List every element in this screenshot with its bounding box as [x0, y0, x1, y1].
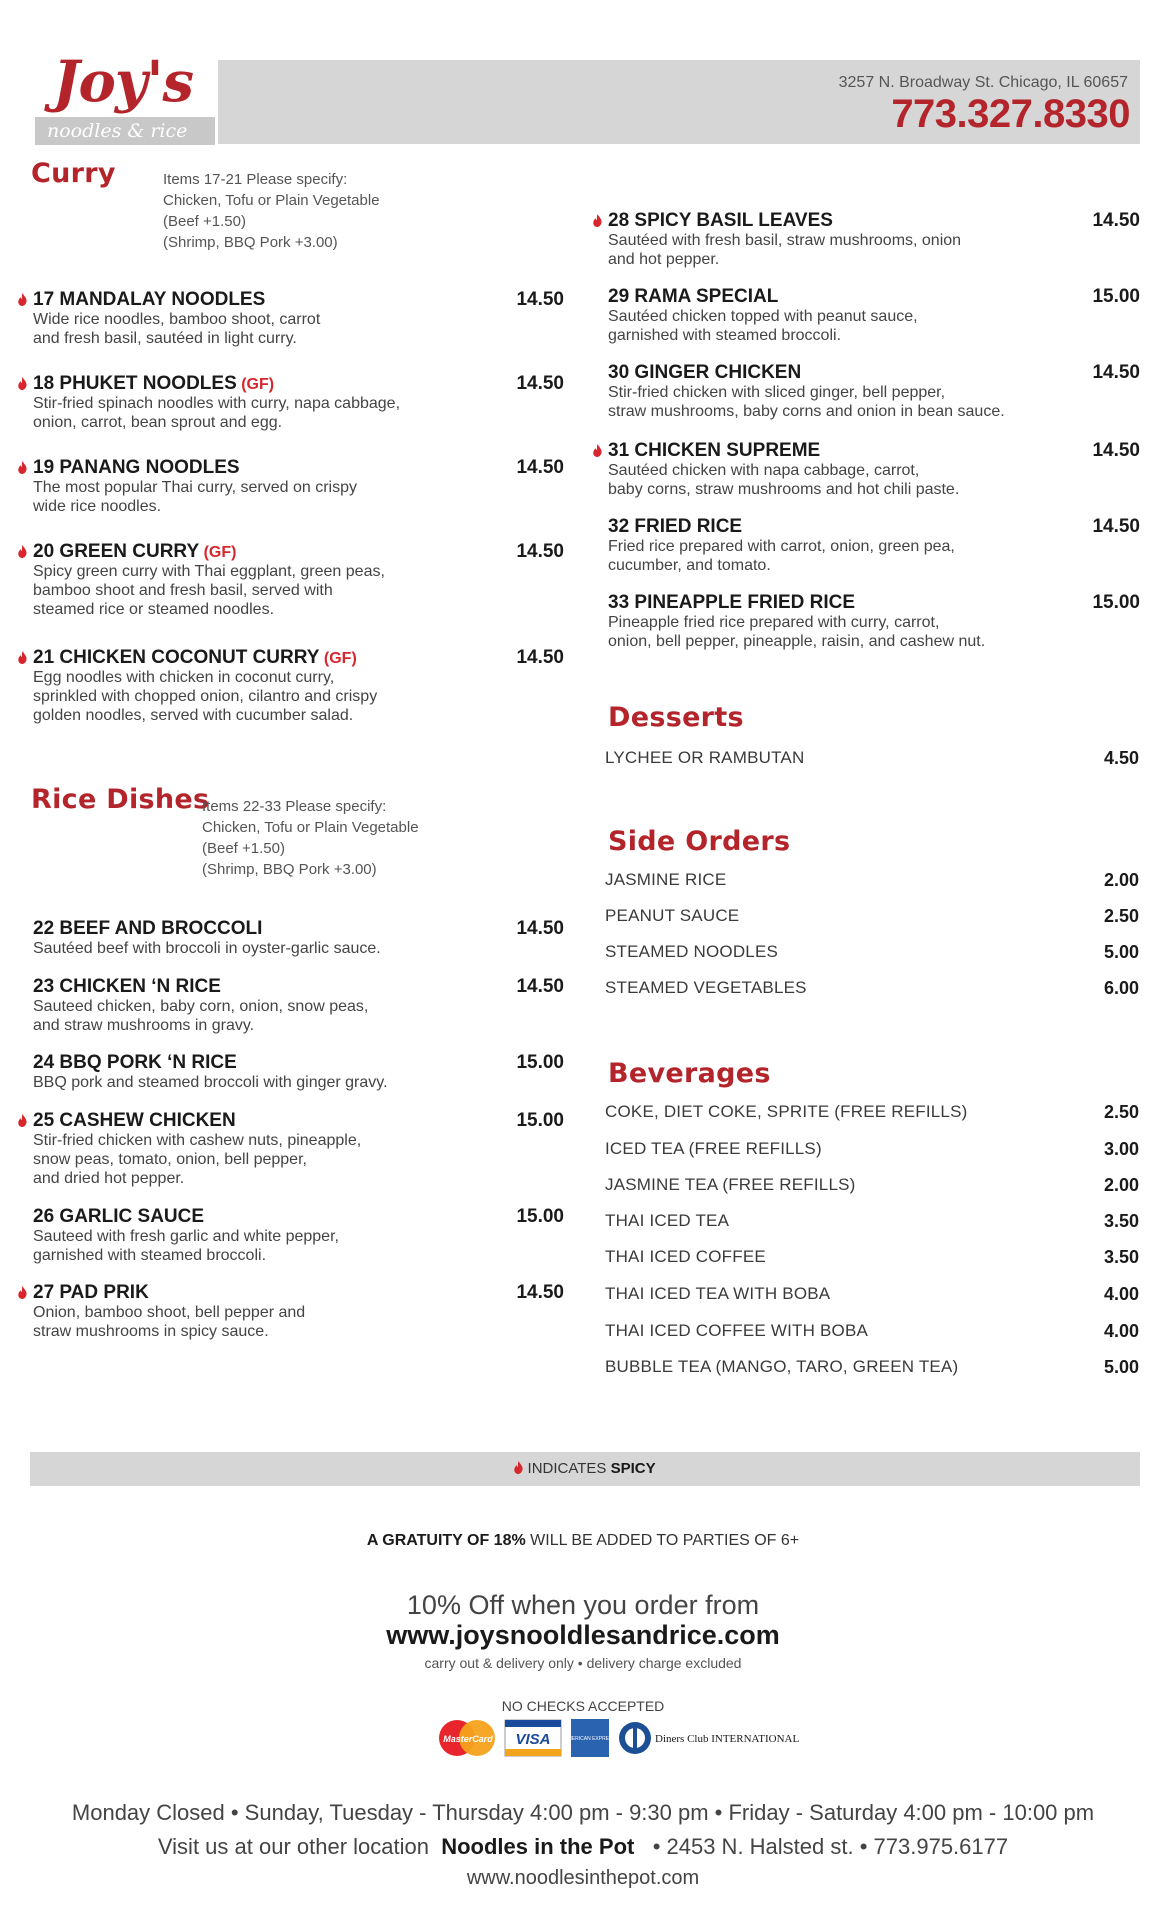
- price-row: [605, 1321, 1139, 1343]
- section-title-curry: Curry: [31, 158, 116, 189]
- visa-icon: [505, 1718, 561, 1758]
- svg-text:VISA: VISA: [515, 1731, 551, 1748]
- price-row-price: 3.00: [1103, 1139, 1139, 1159]
- curry-note: Items 17-21 Please specify: Chicken, Tofu or Plain Vegetable (Beef +1.50) (Shrimp, BBQ Pork +3.00): [163, 171, 380, 251]
- diners-club-icon: [617, 1718, 800, 1758]
- price-row-label: THAI ICED COFFEE WITH BOBA: [605, 1321, 869, 1340]
- item-description: baby corns, straw mushrooms and hot chili paste.: [608, 481, 960, 498]
- gratuity-notice: A GRATUITY OF 18% WILL BE ADDED TO PARTIES OF 6+: [366, 1532, 800, 1549]
- promo-note: carry out & delivery only • delivery charge excluded: [424, 1655, 742, 1671]
- item-description: cucumber, and tomato.: [608, 557, 771, 574]
- price-row-price: 4.00: [1103, 1321, 1139, 1341]
- restaurant-phone: 773.327.8330: [891, 92, 1130, 136]
- price-row: [605, 1357, 1139, 1379]
- price-row-price: 2.00: [1103, 870, 1139, 890]
- no-checks-notice: NO CHECKS ACCEPTED: [501, 1698, 665, 1714]
- item-name: 17 MANDALAY NOODLES: [33, 289, 266, 310]
- promo-url[interactable]: www.joysnooldlesandrice.com: [386, 1620, 780, 1650]
- price-row-label: THAI ICED TEA WITH BOBA: [605, 1284, 831, 1303]
- item-price: 15.00: [1092, 286, 1140, 307]
- item-description: Fried rice prepared with carrot, onion, green pea,: [608, 538, 955, 555]
- item-description: The most popular Thai curry, served on crispy: [33, 479, 357, 496]
- price-row-label: JASMINE RICE: [605, 870, 727, 889]
- price-row-label: BUBBLE TEA (MANGO, TARO, GREEN TEA): [605, 1357, 959, 1376]
- gluten-free-badge: (GF): [241, 376, 275, 393]
- item-description: Sautéed chicken topped with peanut sauce,: [608, 308, 918, 325]
- price-row-label: THAI ICED TEA: [605, 1211, 730, 1230]
- price-row-label: PEANUT SAUCE: [605, 906, 740, 925]
- menu-item: [608, 286, 1140, 345]
- item-description: Sauteed chicken, baby corn, onion, snow peas,: [33, 998, 369, 1015]
- item-price: 15.00: [516, 1110, 564, 1131]
- item-price: 14.50: [516, 457, 564, 478]
- menu-item: [33, 541, 564, 619]
- item-name: 23 CHICKEN ‘N RICE: [33, 976, 221, 997]
- price-row-price: 5.00: [1103, 942, 1139, 962]
- menu-item: [33, 1110, 564, 1188]
- item-name: 33 PINEAPPLE FRIED RICE: [608, 592, 856, 613]
- price-row-price: 2.50: [1103, 1102, 1139, 1122]
- svg-text:Diners Club INTERNATIONAL: Diners Club INTERNATIONAL: [655, 1733, 800, 1745]
- item-description: Onion, bamboo shoot, bell pepper and: [33, 1304, 306, 1321]
- item-price: 14.50: [516, 647, 564, 668]
- price-row: [605, 1211, 1139, 1233]
- flame-icon: [18, 377, 27, 390]
- item-price: 14.50: [516, 373, 564, 394]
- menu-item: [33, 289, 564, 348]
- flame-icon: [18, 461, 27, 474]
- item-description: bamboo shoot and fresh basil, served with: [33, 582, 333, 599]
- promo-line: 10% Off when you order from: [406, 1590, 760, 1620]
- item-description: snow peas, tomato, onion, bell pepper,: [33, 1151, 307, 1168]
- item-price: 15.00: [1092, 592, 1140, 613]
- price-row-label: LYCHEE OR RAMBUTAN: [605, 748, 805, 767]
- flame-icon: [514, 1461, 523, 1474]
- price-row: [605, 906, 1139, 928]
- menu-item: [33, 1282, 564, 1341]
- price-row-label: COKE, DIET COKE, SPRITE (FREE REFILLS): [605, 1102, 968, 1121]
- price-row-price: 3.50: [1103, 1211, 1139, 1231]
- item-description: Egg noodles with chicken in coconut curry,: [33, 669, 335, 686]
- logo-tagline: noodles & rice: [35, 117, 215, 145]
- price-row: [605, 1284, 1139, 1306]
- gluten-free-badge: (GF): [323, 650, 357, 667]
- item-name: 31 CHICKEN SUPREME: [608, 440, 821, 461]
- flame-icon: [18, 1114, 27, 1127]
- price-row: [605, 748, 1139, 770]
- opening-hours: Monday Closed • Sunday, Tuesday - Thursday 4:00 pm - 9:30 pm • Friday - Saturday 4:00 pm - 10:00 pm: [71, 1800, 1095, 1825]
- price-row: [605, 1139, 1139, 1161]
- item-price: 14.50: [1092, 516, 1140, 537]
- item-name: 27 PAD PRIK: [33, 1282, 149, 1303]
- item-price: 14.50: [1092, 440, 1140, 461]
- menu-item: [33, 373, 564, 432]
- menu-item: [33, 976, 564, 1035]
- price-row-price: 4.00: [1103, 1284, 1139, 1304]
- item-name: 29 RAMA SPECIAL: [608, 286, 779, 307]
- item-price: 15.00: [516, 1206, 564, 1227]
- accepted-cards: [437, 1718, 800, 1758]
- logo-name: Joy's: [53, 49, 194, 115]
- item-price: 14.50: [516, 289, 564, 310]
- item-description: Wide rice noodles, bamboo shoot, carrot: [33, 311, 321, 328]
- price-row-label: ICED TEA (FREE REFILLS): [605, 1139, 822, 1158]
- item-description: Sautéed chicken with napa cabbage, carrot,: [608, 462, 920, 479]
- section-title-side-orders: Side Orders: [608, 826, 791, 857]
- spicy-word: SPICY: [610, 1460, 656, 1477]
- item-description: BBQ pork and steamed broccoli with ginger gravy.: [33, 1074, 388, 1091]
- item-description: Stir-fried spinach noodles with curry, napa cabbage,: [33, 395, 401, 412]
- restaurant-address: 3257 N. Broadway St. Chicago, IL 60657: [838, 74, 1128, 91]
- other-location: Visit us at our other location Noodles in the Pot • 2453 N. Halsted st. • 773.975.6177: [157, 1834, 1009, 1859]
- price-row-price: 2.50: [1103, 906, 1139, 926]
- item-name: 24 BBQ PORK ‘N RICE: [33, 1052, 237, 1073]
- item-name: 18 PHUKET NOODLES: [33, 373, 237, 394]
- price-row-price: 6.00: [1103, 978, 1139, 998]
- price-row-label: JASMINE TEA (FREE REFILLS): [605, 1175, 856, 1194]
- section-title-beverages: Beverages: [608, 1058, 771, 1089]
- item-description: and fresh basil, sautéed in light curry.: [33, 330, 297, 347]
- flame-icon: [593, 444, 602, 457]
- price-row: [605, 870, 1139, 892]
- gluten-free-badge: (GF): [203, 544, 237, 561]
- item-description: garnished with steamed broccoli.: [33, 1247, 267, 1264]
- item-description: sprinkled with chopped onion, cilantro and crispy: [33, 688, 378, 705]
- flame-icon: [593, 214, 602, 227]
- price-row-label: THAI ICED COFFEE: [605, 1247, 766, 1266]
- spicy-prefix: INDICATES: [527, 1460, 607, 1477]
- menu-item: [33, 457, 564, 516]
- price-row-label: STEAMED VEGETABLES: [605, 978, 807, 997]
- item-description: onion, carrot, bean sprout and egg.: [33, 414, 283, 431]
- item-description: Pineapple fried rice prepared with curry, carrot,: [608, 614, 940, 631]
- flame-icon: [18, 293, 27, 306]
- price-row: [605, 978, 1139, 1000]
- price-row: [605, 1247, 1139, 1269]
- flame-icon: [18, 651, 27, 664]
- item-description: Stir-fried chicken with cashew nuts, pineapple,: [33, 1132, 362, 1149]
- svg-text:AMERICAN EXPRESS: AMERICAN EXPRESS: [564, 1736, 616, 1742]
- item-price: 14.50: [516, 918, 564, 939]
- item-description: and dried hot pepper.: [33, 1170, 185, 1187]
- price-row-label: STEAMED NOODLES: [605, 942, 779, 961]
- rice-note: Items 22-33 Please specify: Chicken, Tofu or Plain Vegetable (Beef +1.50) (Shrimp, BBQ Pork +3.00): [202, 798, 419, 878]
- flame-icon: [18, 545, 27, 558]
- item-name: 32 FRIED RICE: [608, 516, 743, 537]
- menu-item: [608, 362, 1140, 421]
- other-location-url[interactable]: www.noodlesinthepot.com: [466, 1867, 700, 1889]
- restaurant-logo: [35, 49, 215, 145]
- item-description: wide rice noodles.: [33, 498, 162, 515]
- menu-item: [608, 516, 1140, 575]
- price-row-price: 5.00: [1103, 1357, 1139, 1377]
- price-row-price: 3.50: [1103, 1247, 1139, 1267]
- item-description: garnished with steamed broccoli.: [608, 327, 842, 344]
- item-price: 14.50: [516, 976, 564, 997]
- item-description: onion, bell pepper, pineapple, raisin, and cashew nut.: [608, 633, 986, 650]
- price-row: [605, 942, 1139, 964]
- mastercard-icon: [437, 1718, 499, 1758]
- price-row-price: 4.50: [1103, 748, 1139, 768]
- item-name: 30 GINGER CHICKEN: [608, 362, 802, 383]
- flame-icon: [18, 1286, 27, 1299]
- item-name: 28 SPICY BASIL LEAVES: [608, 210, 833, 231]
- item-price: 14.50: [516, 1282, 564, 1303]
- menu-item: [33, 918, 564, 958]
- item-price: 14.50: [1092, 362, 1140, 383]
- section-title-rice-dishes: Rice Dishes: [31, 784, 210, 815]
- item-description: and straw mushrooms in gravy.: [33, 1017, 255, 1034]
- item-description: golden noodles, served with cucumber salad.: [33, 707, 354, 724]
- contact-bar: [218, 60, 1140, 144]
- item-name: 26 GARLIC SAUCE: [33, 1206, 205, 1227]
- item-price: 14.50: [516, 541, 564, 562]
- svg-text:MasterCard: MasterCard: [443, 1734, 493, 1744]
- item-description: Stir-fried chicken with sliced ginger, bell pepper,: [608, 384, 946, 401]
- spicy-legend: [30, 1452, 1140, 1486]
- item-name: 20 GREEN CURRY: [33, 541, 200, 562]
- item-description: straw mushrooms, baby corns and onion in bean sauce.: [608, 403, 1005, 420]
- american-express-icon: [564, 1718, 616, 1758]
- menu-item: [608, 592, 1140, 651]
- item-description: Sautéed with fresh basil, straw mushrooms, onion: [608, 232, 962, 249]
- menu-item: [33, 1206, 564, 1265]
- menu-item: [608, 440, 1140, 499]
- item-name: 21 CHICKEN COCONUT CURRY: [33, 647, 320, 668]
- item-price: 14.50: [1092, 210, 1140, 231]
- price-row: [605, 1102, 1139, 1124]
- price-row: [605, 1175, 1139, 1197]
- menu-header: [30, 49, 1140, 145]
- item-description: straw mushrooms in spicy sauce.: [33, 1323, 269, 1340]
- item-description: Sautéed beef with broccoli in oyster-garlic sauce.: [33, 940, 381, 957]
- item-description: Sauteed with fresh garlic and white pepper,: [33, 1228, 339, 1245]
- menu-item: [33, 647, 564, 725]
- item-description: and hot pepper.: [608, 251, 720, 268]
- section-title-desserts: Desserts: [608, 702, 744, 733]
- item-price: 15.00: [516, 1052, 564, 1073]
- price-row-price: 2.00: [1103, 1175, 1139, 1195]
- item-description: steamed rice or steamed noodles.: [33, 601, 275, 618]
- item-name: 22 BEEF AND BROCCOLI: [33, 918, 263, 939]
- menu-item: [608, 210, 1140, 269]
- item-description: Spicy green curry with Thai eggplant, green peas,: [33, 563, 385, 580]
- item-name: 25 CASHEW CHICKEN: [33, 1110, 236, 1131]
- item-name: 19 PANANG NOODLES: [33, 457, 240, 478]
- menu-item: [33, 1052, 564, 1092]
